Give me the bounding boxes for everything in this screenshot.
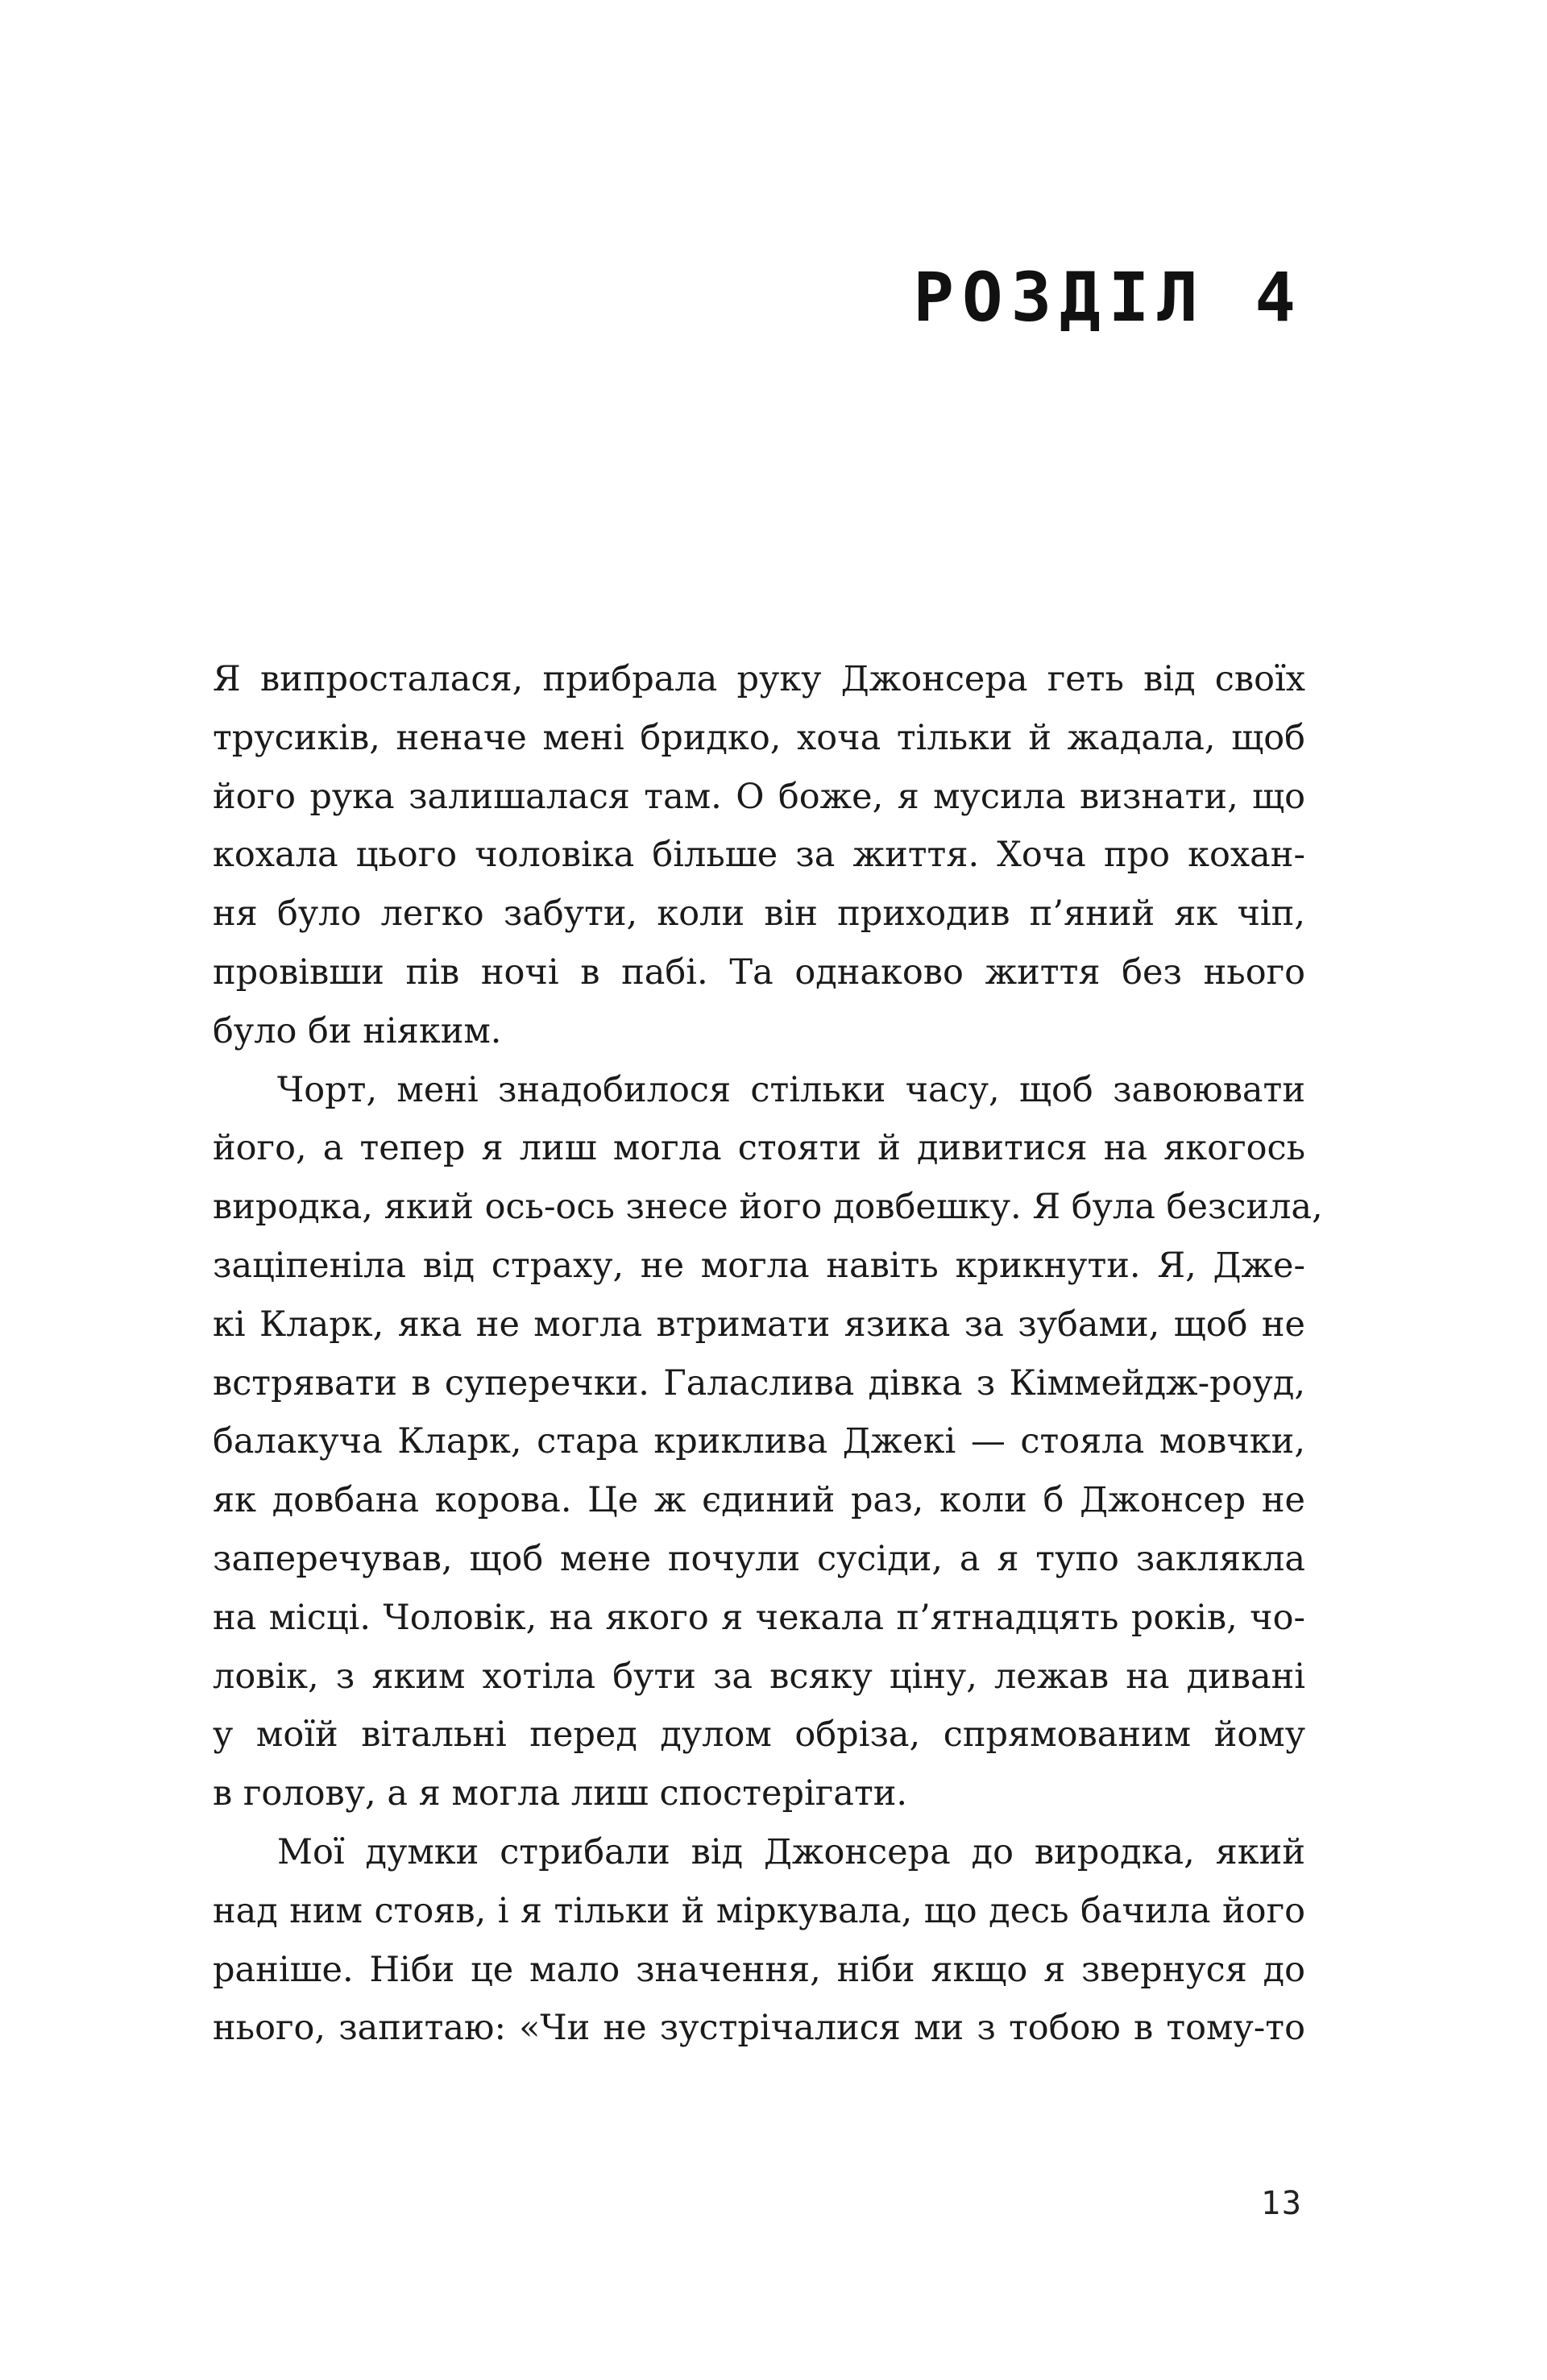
text-line: на місці. Чоловік, на якого я чекала п’ятнадцять років, чо- bbox=[213, 1597, 1305, 1638]
body-text bbox=[213, 650, 1323, 2058]
text-line: над ним стояв, і я тільки й міркувала, що десь бачила його bbox=[213, 1890, 1305, 1931]
text-line: його, а тепер я лиш могла стояти й дивитися на якогось bbox=[213, 1128, 1305, 1169]
text-line: кі Кларк, яка не могла втримати язика за зубами, щоб не bbox=[213, 1304, 1305, 1345]
text-line: Я випросталася, прибрала руку Джонсера геть від своїх bbox=[213, 659, 1305, 699]
text-line: заціпеніла від страху, не могла навіть крикнути. Я, Дже- bbox=[213, 1245, 1305, 1286]
text-line: в голову, а я могла лиш спостерігати. bbox=[213, 1773, 908, 1814]
text-line: заперечував, щоб мене почули сусіди, а я тупо заклякла bbox=[213, 1538, 1305, 1579]
text-line: кохала цього чоловіка більше за життя. Хоча про кохан- bbox=[213, 835, 1305, 876]
text-line: ня було легко забути, коли він приходив п’яний як чіп, bbox=[213, 894, 1305, 935]
chapter-title: РОЗДІЛ 4 bbox=[913, 258, 1304, 337]
text-line: провівши пів ночі в пабі. Та однаково життя без нього bbox=[213, 952, 1305, 993]
text-line: у моїй вітальні перед дулом обріза, спрямованим йому bbox=[213, 1715, 1305, 1756]
text-line: раніше. Ніби це мало значення, ніби якщо я звернуся до bbox=[213, 1949, 1305, 1990]
text-line: Мої думки стрибали від Джонсера до виродка, який bbox=[277, 1831, 1305, 1872]
text-line: було би ніяким. bbox=[213, 1010, 502, 1051]
text-line: нього, запитаю: «Чи не зустрічалися ми з тобою в тому-то bbox=[213, 2008, 1305, 2049]
text-line: виродка, який ось-ось знесе його довбешку. Я була безсила, bbox=[213, 1187, 1323, 1228]
text-line: Чорт, мені знадобилося стільки часу, щоб завоювати bbox=[277, 1069, 1305, 1110]
text-line: ловік, з яким хотіла бути за всяку ціну, лежав на дивані bbox=[213, 1656, 1305, 1697]
text-line: як довбана корова. Це ж єдиний раз, коли б Джонсер не bbox=[213, 1480, 1305, 1521]
text-line: встрявати в суперечки. Галаслива дівка з Кіммейдж-роуд, bbox=[213, 1362, 1305, 1404]
text-line: трусиків, неначе мені бридко, хоча тільки й жадала, щоб bbox=[213, 717, 1305, 758]
text-line: його рука залишалася там. О боже, я мусила визнати, що bbox=[213, 776, 1305, 817]
page-number: 13 bbox=[1260, 2185, 1303, 2222]
text-line: балакуча Кларк, стара криклива Джекі — стояла мовчки, bbox=[213, 1421, 1305, 1462]
